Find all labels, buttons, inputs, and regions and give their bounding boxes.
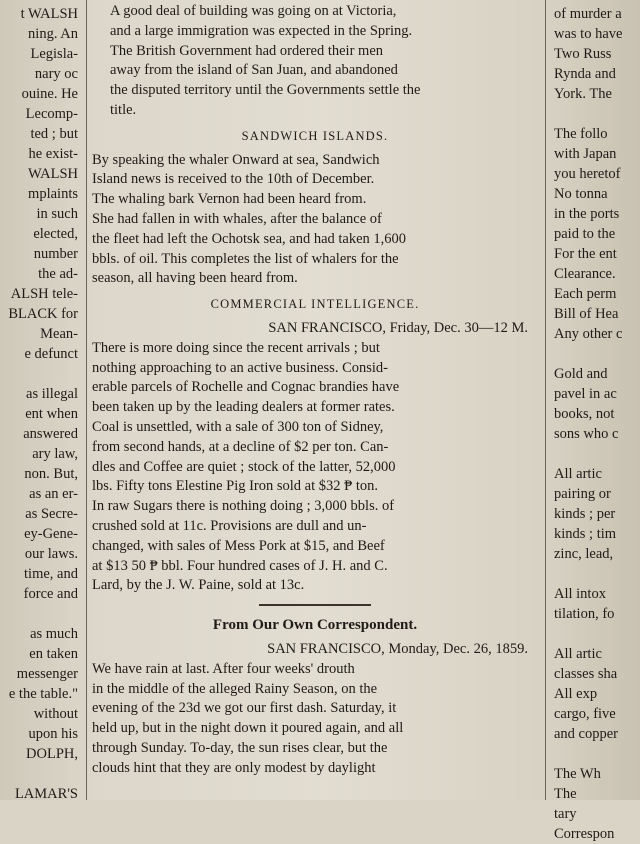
- column-rule-left: [86, 0, 87, 800]
- column-fragment-line: Gold and: [554, 366, 608, 382]
- correspondent-dateline: SAN FRANCISCO, Monday, Dec. 26, 1859.: [267, 640, 528, 657]
- text-line: crushed sold at 11c. Provisions are dull and un-: [92, 517, 367, 534]
- column-fragment-line: Any other c: [554, 326, 623, 342]
- commercial-intelligence-heading: COMMERCIAL INTELLIGENCE.: [210, 297, 420, 312]
- column-fragment-line: For the ent: [554, 246, 617, 262]
- column-fragment-line: sons who c: [554, 426, 619, 442]
- right-column-fragments: [552, 0, 640, 844]
- column-fragment-line: messenger: [16, 666, 78, 682]
- text-line: lbs. Fifty tons Elestine Pig Iron sold at $32 ₱ ton.: [92, 478, 378, 495]
- sandwich-islands-heading: SANDWICH ISLANDS.: [241, 128, 389, 143]
- column-fragment-line: pairing or: [554, 486, 611, 502]
- column-fragment-line: ary law,: [32, 446, 78, 462]
- column-fragment-line: in the ports: [554, 206, 620, 222]
- column-fragment-line: he exist-: [28, 146, 78, 162]
- column-fragment-line: and copper: [554, 726, 619, 742]
- column-fragment-line: Mean-: [40, 326, 78, 342]
- column-rule-right: [545, 0, 546, 800]
- text-line: away from the island of San Juan, and abandoned: [110, 62, 398, 79]
- text-line: and a large immigration was expected in the Spring.: [110, 22, 413, 39]
- column-fragment-line: upon his: [28, 726, 78, 742]
- column-fragment-line: Two Russ: [554, 46, 612, 62]
- commercial-paragraph: [92, 339, 538, 596]
- text-line: in the middle of the alleged Rainy Season, on the: [92, 680, 378, 697]
- text-line: season, all having been heard from.: [92, 270, 298, 287]
- column-fragment-line: DOLPH,: [26, 746, 78, 762]
- column-fragment-line: with Japan: [554, 146, 617, 162]
- column-fragment-line: classes sha: [554, 666, 618, 682]
- text-line: erable parcels of Rochelle and Cognac brandies have: [92, 379, 400, 396]
- column-fragment-line: t WALSH: [20, 6, 78, 22]
- text-line: nothing approaching to an active business. Consid-: [92, 359, 388, 376]
- column-fragment-line: [0, 764, 80, 784]
- text-line: the fleet had left the Ochotsk sea, and had taken 1,600: [92, 230, 407, 247]
- column-fragment-line: Correspon: [554, 826, 615, 842]
- column-fragment-line: force and: [23, 586, 78, 602]
- column-fragment-line: was to have: [554, 26, 623, 42]
- column-fragment-line: Bill of Hea: [554, 306, 619, 322]
- column-fragment-line: LAMAR'S: [14, 786, 78, 802]
- text-line: clouds hint that they are only modest by daylight: [92, 759, 376, 776]
- column-fragment-line: [552, 104, 640, 124]
- column-fragment-line: ouine. He: [21, 86, 78, 102]
- column-fragment-line: tary: [554, 806, 577, 822]
- text-line: There is more doing since the recent arrivals ; but: [92, 339, 380, 356]
- column-fragment-line: paid to the: [554, 226, 616, 242]
- column-fragment-line: the ad-: [38, 266, 78, 282]
- column-fragment-line: ted ; but: [30, 126, 78, 142]
- column-fragment-line: ALSH tele-: [10, 286, 78, 302]
- column-fragment-line: [552, 744, 640, 764]
- commercial-dateline: SAN FRANCISCO, Friday, Dec. 30—12 M.: [268, 319, 528, 336]
- text-line: bbls. of oil. This completes the list of whalers for the: [92, 250, 399, 267]
- column-fragment-line: [552, 344, 640, 364]
- column-fragment-line: books, not: [554, 406, 615, 422]
- right-column: [552, 0, 640, 842]
- text-line: held up, but in the night down it poured again, and all: [92, 720, 404, 737]
- column-fragment-line: [552, 624, 640, 644]
- column-fragment-line: answered: [23, 426, 78, 442]
- column-fragment-line: as an er-: [29, 486, 78, 502]
- text-line: The whaling bark Vernon had been heard from.: [92, 191, 367, 208]
- text-line: through Sunday. To-day, the sun rises clear, but the: [92, 739, 388, 756]
- column-fragment-line: number: [33, 246, 78, 262]
- column-fragment-line: BLACK for: [8, 306, 78, 322]
- column-fragment-line: without: [33, 706, 78, 722]
- column-fragment-line: All exp: [554, 686, 598, 702]
- main-column: [92, 0, 538, 800]
- column-fragment-line: [552, 564, 640, 584]
- column-fragment-line: kinds ; tim: [554, 526, 617, 542]
- column-fragment-line: The Wh: [554, 766, 601, 782]
- column-fragment-line: time, and: [24, 566, 78, 582]
- text-line: Island news is received to the 10th of December.: [92, 171, 375, 188]
- text-line: title.: [110, 101, 137, 118]
- column-fragment-line: [0, 604, 80, 624]
- text-line: A good deal of building was going on at Victoria,: [110, 3, 397, 19]
- text-line: the disputed territory until the Governments settle the: [110, 82, 421, 99]
- column-fragment-line: Clearance.: [554, 266, 616, 282]
- column-fragment-line: [552, 444, 640, 464]
- column-fragment-line: our laws.: [24, 546, 78, 562]
- column-fragment-line: pavel in ac: [554, 386, 617, 402]
- column-fragment-line: in such: [36, 206, 78, 222]
- column-fragment-line: e the table.": [8, 686, 78, 702]
- text-line: In raw Sugars there is nothing doing ; 3,000 bbls. of: [92, 498, 395, 515]
- column-fragment-line: zinc, lead,: [554, 546, 614, 562]
- column-fragment-line: you heretof: [554, 166, 621, 182]
- column-fragment-line: ning. An: [28, 26, 78, 42]
- correspondent-paragraph: [92, 660, 538, 779]
- correspondent-heading: From Our Own Correspondent.: [212, 617, 418, 634]
- column-fragment-line: mplaints: [28, 186, 78, 202]
- column-fragment-line: e defunct: [24, 346, 78, 362]
- text-line: evening of the 23d we got our first dash. Saturday, it: [92, 700, 397, 717]
- column-fragment-line: The follo: [554, 126, 608, 142]
- column-fragment-line: All intox: [554, 586, 606, 602]
- column-fragment-line: tilation, fo: [554, 606, 615, 622]
- column-fragment-line: as illegal: [26, 386, 78, 402]
- text-line: Lard, by the J. W. Paine, sold at 13c.: [92, 577, 305, 594]
- text-line: at $13 50 ₱ bbl. Four hundred cases of J. H. and C.: [92, 557, 388, 574]
- text-line: been taken up by the leading dealers at former rates.: [92, 399, 395, 416]
- column-fragment-line: York. The: [554, 86, 612, 102]
- column-fragment-line: elected,: [33, 226, 78, 242]
- column-fragment-line: No tonna: [554, 186, 608, 202]
- column-fragment-line: nary oc: [34, 66, 78, 82]
- column-fragment-line: of murder a: [554, 6, 622, 22]
- column-fragment-line: as Secre-: [25, 506, 78, 522]
- column-fragment-line: Legisla-: [30, 46, 78, 62]
- text-line: Coal is unsettled, with a sale of 300 ton of Sidney,: [92, 418, 384, 435]
- text-line: The British Government had ordered their men: [110, 42, 384, 59]
- text-line: By speaking the whaler Onward at sea, Sandwich: [92, 151, 380, 168]
- text-line: dles and Coffee are quiet ; stock of the latter, 52,000: [92, 458, 396, 475]
- intro-paragraph: [92, 2, 538, 121]
- column-fragment-line: Lecomp-: [25, 106, 78, 122]
- column-fragment-line: All artic: [554, 466, 602, 482]
- left-column: [0, 0, 80, 800]
- left-column-fragments: [0, 0, 80, 804]
- column-fragment-line: ey-Gene-: [24, 526, 78, 542]
- section-divider: [259, 604, 371, 606]
- column-fragment-line: The: [554, 786, 577, 802]
- column-fragment-line: All artic: [554, 646, 602, 662]
- column-fragment-line: non. But,: [24, 466, 78, 482]
- text-line: changed, with sales of Mess Pork at $15, and Beef: [92, 537, 385, 554]
- column-fragment-line: cargo, five: [554, 706, 616, 722]
- sandwich-paragraph-2: [92, 190, 538, 289]
- column-fragment-line: ent when: [25, 406, 78, 422]
- column-fragment-line: kinds ; per: [554, 506, 616, 522]
- column-fragment-line: Each perm: [554, 286, 617, 302]
- column-fragment-line: en taken: [29, 646, 78, 662]
- text-line: We have rain at last. After four weeks' drouth: [92, 660, 355, 677]
- text-line: She had fallen in with whales, after the balance of: [92, 210, 382, 227]
- text-line: from second hands, at a decline of $2 per ton. Can-: [92, 438, 389, 455]
- column-fragment-line: WALSH: [28, 166, 78, 182]
- column-fragment-line: [0, 364, 80, 384]
- column-fragment-line: as much: [30, 626, 78, 642]
- sandwich-paragraph-1: [92, 151, 538, 191]
- column-fragment-line: Rynda and: [554, 66, 616, 82]
